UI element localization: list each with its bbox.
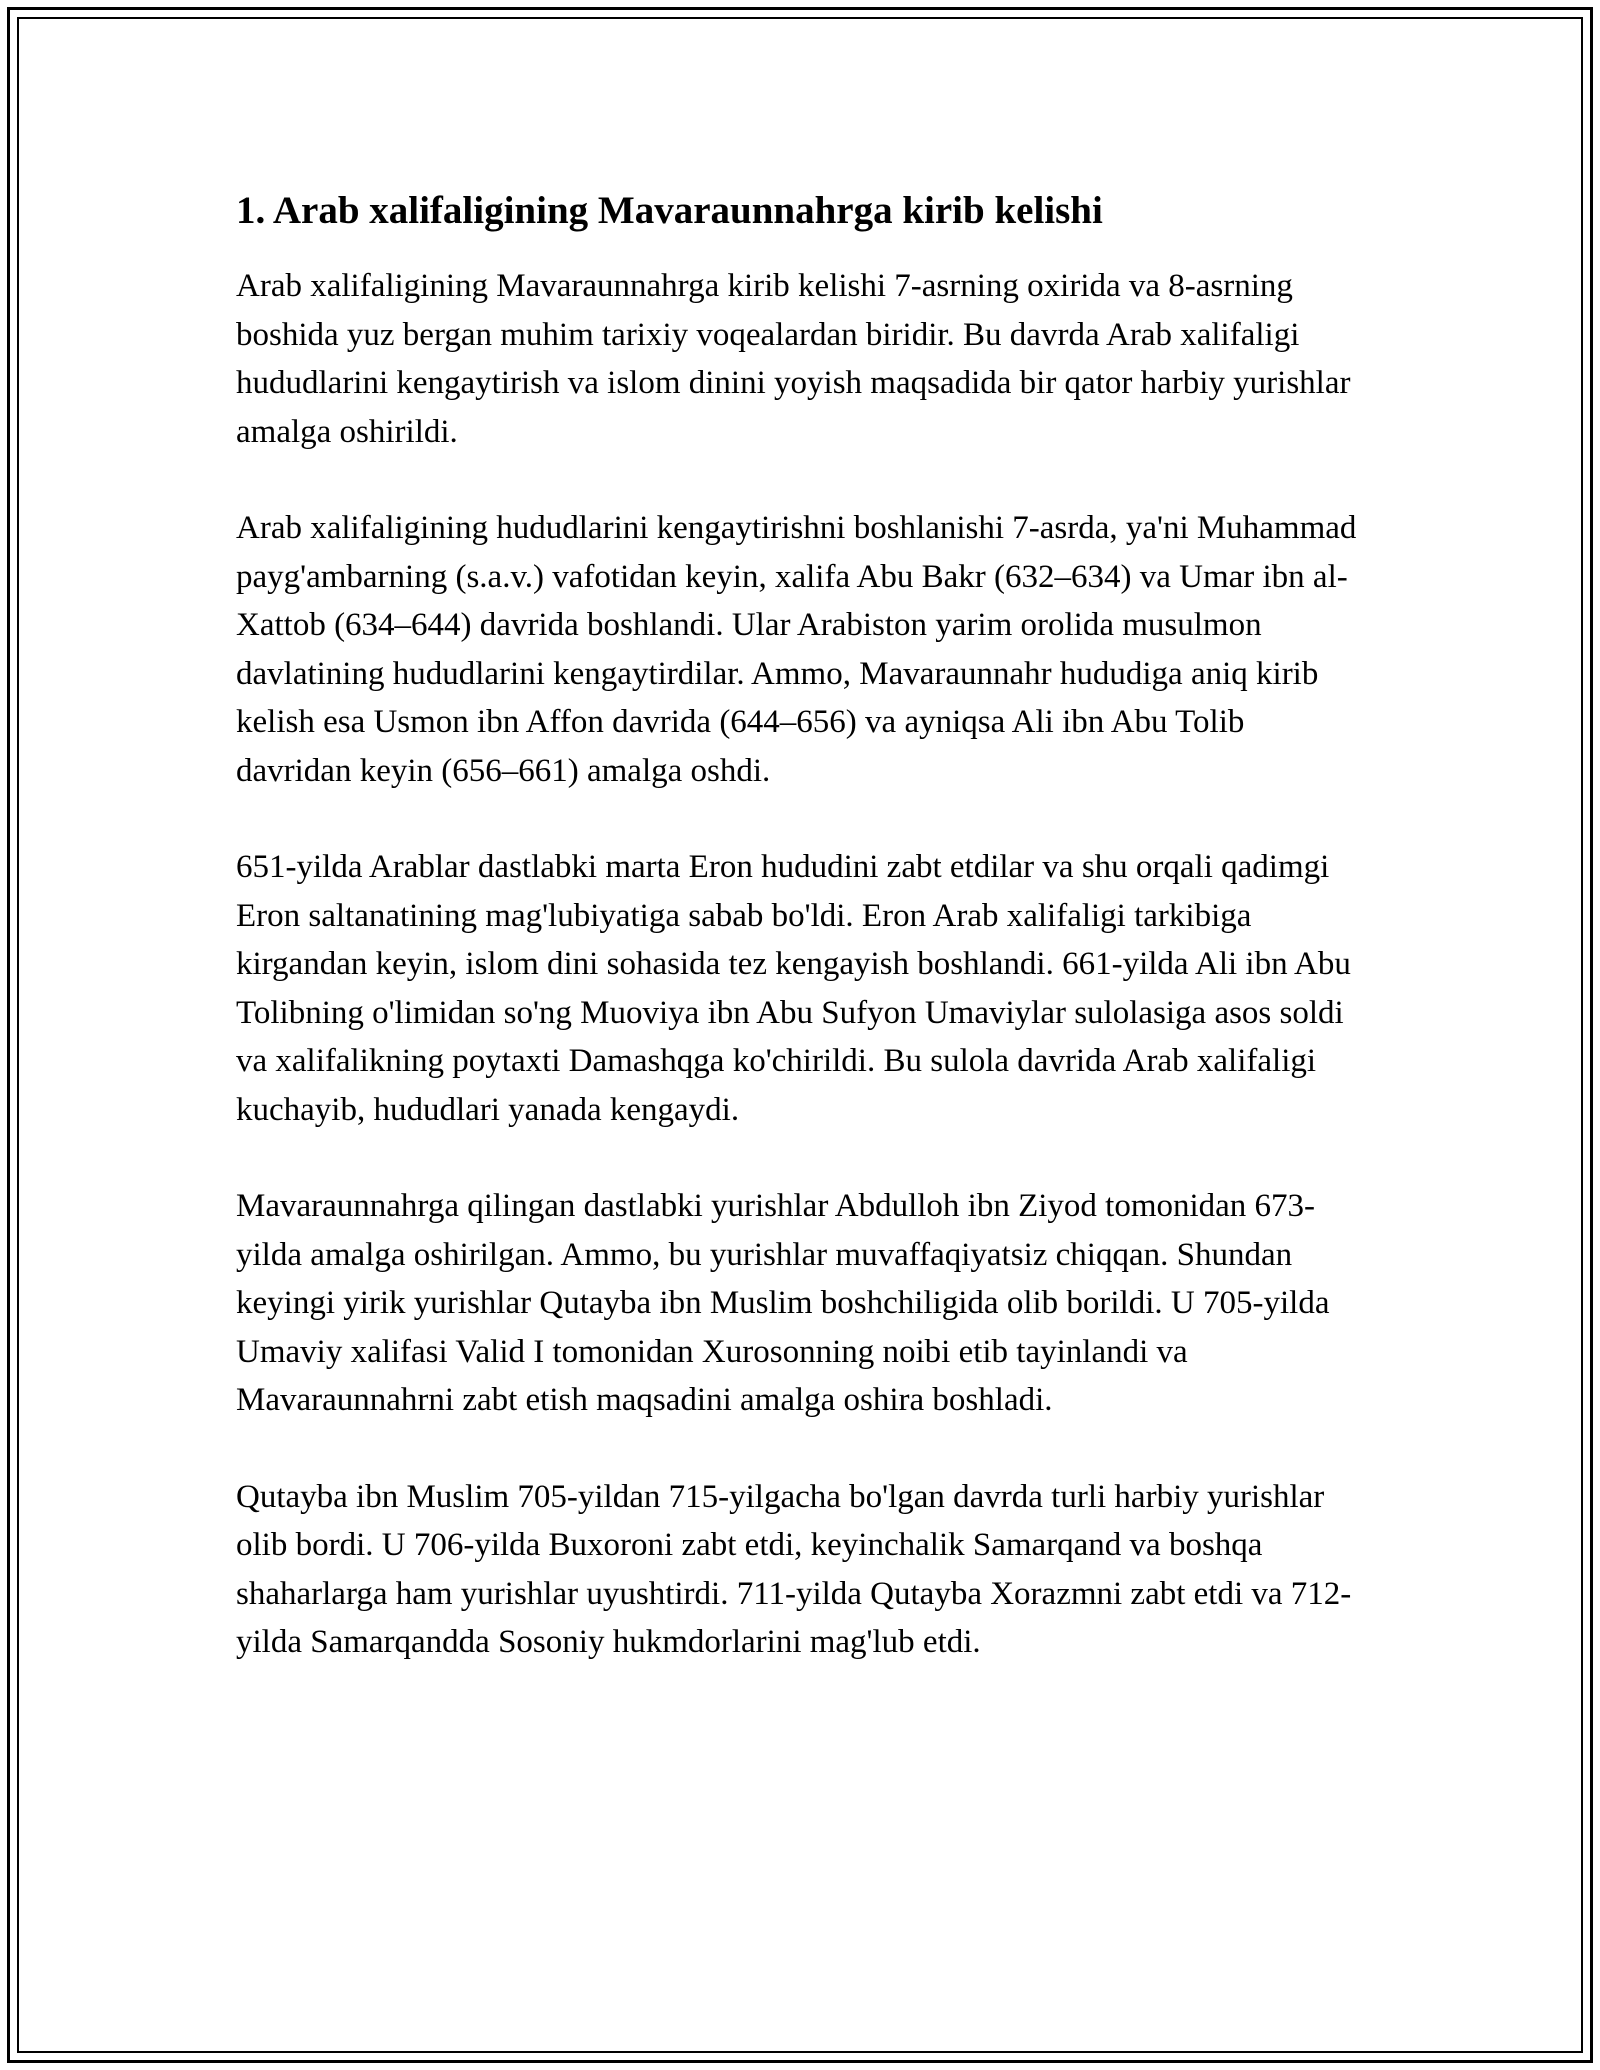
- paragraph-2: Arab xalifaligining hududlarini kengaytirishni boshlanishi 7-asrda, ya'ni Muhammad payg'ambarning (s.a.v.) vafotidan keyin, xalifa Abu Bakr (632–634) va Umar ibn al-Xattob (634–644) davrida boshlandi. Ular Arabiston yarim orolida musulmon davlatining hududlarini kengaytirdilar. Ammo, Mavaraunnahr hududiga aniq kirib kelish esa Usmon ibn Affon davrida (644–656) va ayniqsa Ali ibn Abu Tolib davridan keyin (656–661) amalga oshdi.: [236, 510, 1357, 789]
- paragraph-4: Mavaraunnahrga qilingan dastlabki yurishlar Abdulloh ibn Ziyod tomonidan 673-yilda amalga oshirilgan. Ammo, bu yurishlar muvaffaqiyatsiz chiqqan. Shundan keyingi yirik yurishlar Qutayba ibn Muslim boshchiligida olib borildi. U 705-yilda Umaviy xalifasi Valid I tomonidan Xurosonning noibi etib tayinlandi va Mavaraunnahrni zabt etish maqsadini amalga oshira boshladi.: [236, 1188, 1330, 1418]
- document-body: [236, 186, 1366, 1715]
- paragraph-1: Arab xalifaligining Mavaraunnahrga kirib kelishi 7-asrning oxirida va 8-asrning boshida yuz bergan muhim tarixiy voqealardan biridir. Bu davrda Arab xalifaligi hududlarini kengaytirish va islom dinini yoyish maqsadida bir qator harbiy yurishlar amalga oshirildi.: [236, 268, 1351, 450]
- paragraph-3: 651-yilda Arablar dastlabki marta Eron hududini zabt etdilar va shu orqali qadimgi Eron saltanatining mag'lubiyatiga sabab bo'ldi. Eron Arab xalifaligi tarkibiga kirgandan keyin, islom dini sohasida tez kengayish boshlandi. 661-yilda Ali ibn Abu Tolibning o'limidan so'ng Muoviya ibn Abu Sufyon Umaviylar sulolasiga asos soldi va xalifalikning poytaxti Damashqga ko'chirildi. Bu sulola davrida Arab xalifaligi kuchayib, hududlari yanada kengaydi.: [236, 849, 1351, 1128]
- page-title: 1. Arab xalifaligining Mavaraunnahrga kirib kelishi: [236, 189, 1103, 232]
- paragraph-5: Qutayba ibn Muslim 705-yildan 715-yilgacha bo'lgan davrda turli harbiy yurishlar olib bordi. U 706-yilda Buxoroni zabt etdi, keyinchalik Samarqand va boshqa shaharlarga ham yurishlar uyushtirdi. 711-yilda Qutayba Xorazmni zabt etdi va 712-yilda Samarqandda Sosoniy hukmdorlarini mag'lub etdi.: [236, 1478, 1352, 1660]
